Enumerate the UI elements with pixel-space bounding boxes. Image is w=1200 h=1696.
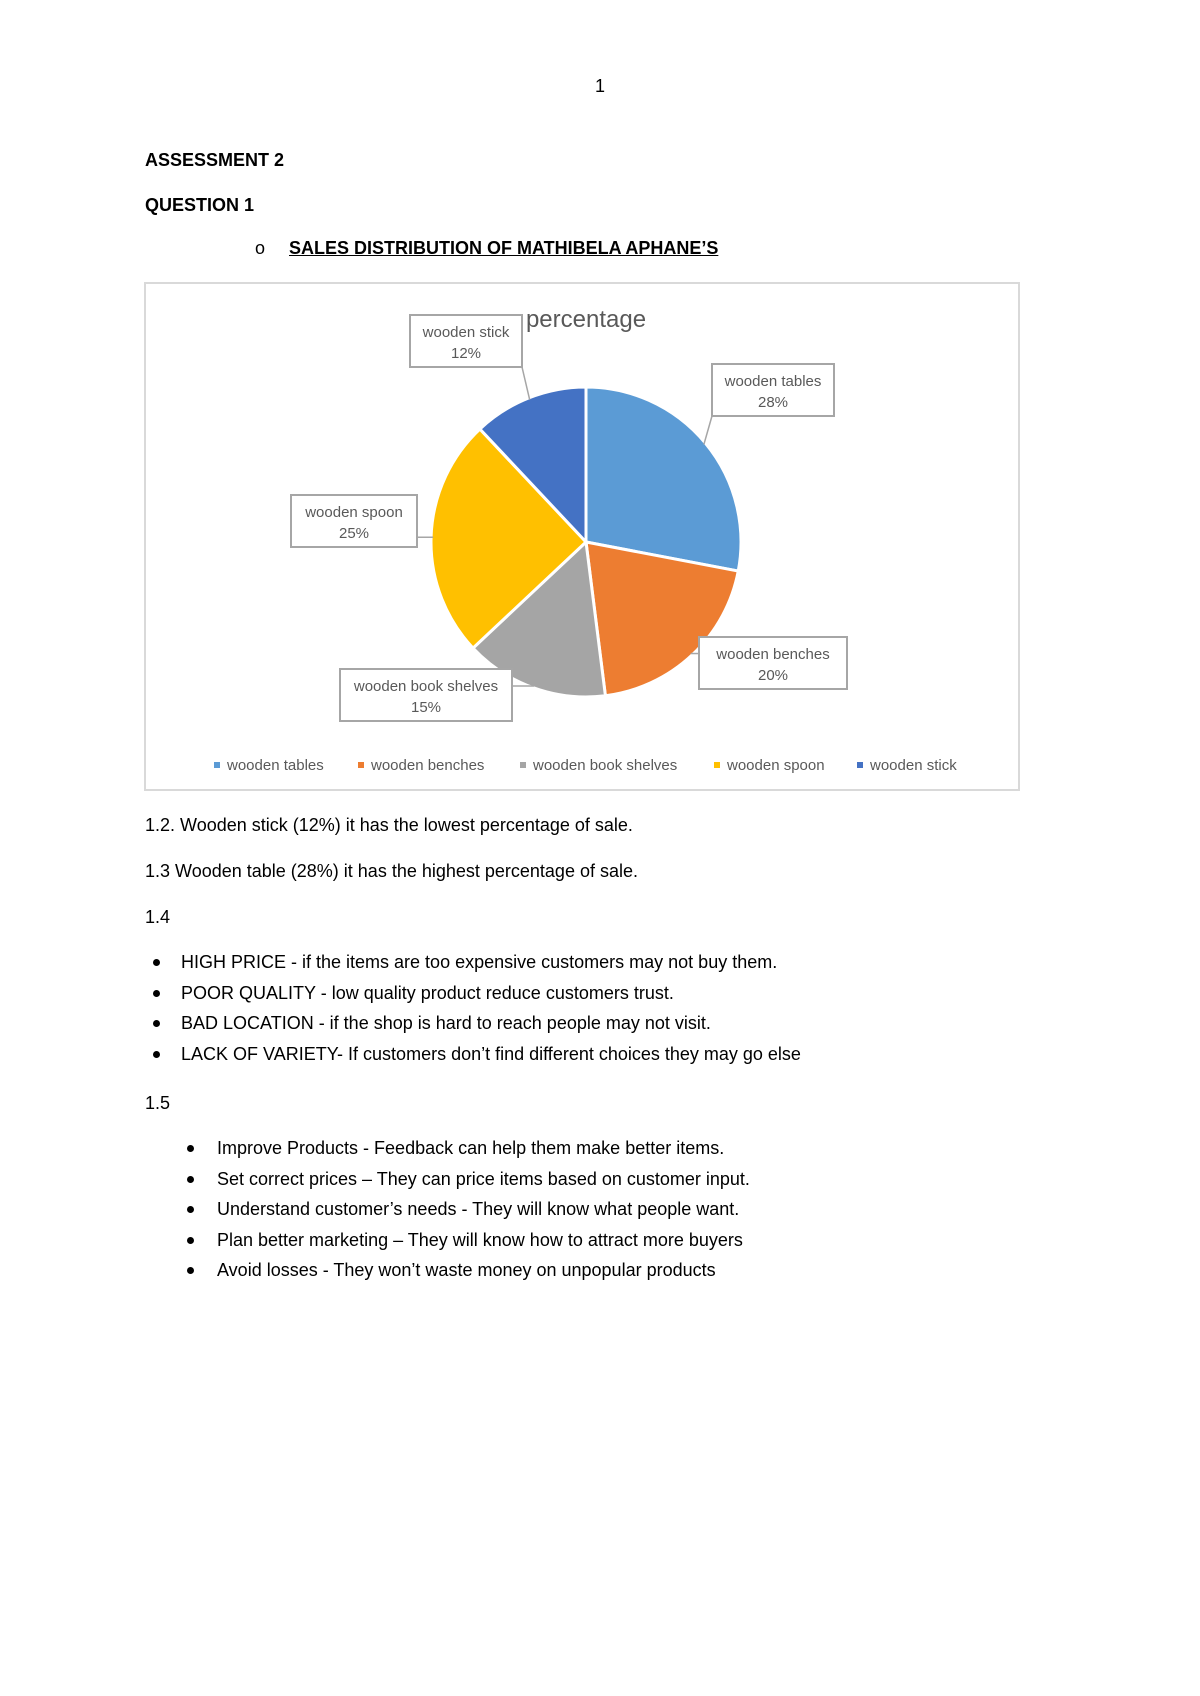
benefits-list	[187, 1133, 750, 1286]
data-label-value-wooden-stick: 12%	[450, 345, 482, 362]
assessment-heading: ASSESSMENT 2	[145, 150, 285, 170]
pie-chart	[144, 282, 1020, 791]
list-item	[187, 1164, 750, 1195]
chart-title: percentage	[525, 306, 647, 333]
bullet-icon	[187, 1206, 194, 1213]
bullet-icon	[187, 1145, 194, 1152]
circle-bullet-icon: o	[255, 238, 266, 258]
section-title	[255, 238, 718, 259]
list-item	[187, 1194, 750, 1225]
answer-1-3: 1.3 Wooden table (28%) it has the highest percentage of sale.	[145, 861, 638, 881]
section-title-text: SALES DISTRIBUTION OF MATHIBELA APHANE’S	[289, 238, 719, 258]
leader-line-wooden-tables	[704, 416, 712, 444]
list-item-text: Improve Products - Feedback can help them make better items.	[217, 1138, 725, 1158]
data-label-category-wooden-spoon: wooden spoon	[305, 504, 403, 521]
pie-chart-svg	[146, 284, 1022, 793]
bullet-icon	[153, 990, 160, 997]
question-1-5-label: 1.5	[145, 1093, 171, 1113]
legend-label-wooden-benches: wooden benches	[371, 757, 485, 774]
bullet-icon	[153, 959, 160, 966]
data-label-category-wooden-tables: wooden tables	[724, 373, 822, 390]
legend-label-wooden-tables: wooden tables	[227, 757, 324, 774]
list-item	[187, 1225, 750, 1256]
legend-label-wooden-spoon: wooden spoon	[727, 757, 825, 774]
question-1-4-label: 1.4	[145, 907, 171, 927]
list-item-text: Plan better marketing – They will know how to attract more buyers	[217, 1229, 743, 1250]
answer-1-2: 1.2. Wooden stick (12%) it has the lowest percentage of sale.	[145, 815, 633, 835]
list-item-text: HIGH PRICE - if the items are too expensive customers may not buy them.	[181, 952, 778, 972]
data-label-value-wooden-spoon: 25%	[338, 525, 370, 542]
data-label-value-wooden-book-shelves: 15%	[410, 699, 442, 716]
bullet-icon	[187, 1237, 194, 1244]
list-item	[187, 1133, 750, 1164]
list-item-text: POOR QUALITY - low quality product reduce customers trust.	[181, 982, 674, 1003]
list-item-text: BAD LOCATION - if the shop is hard to reach people may not visit.	[181, 1013, 711, 1033]
bullet-icon	[187, 1176, 194, 1183]
data-label-category-wooden-benches: wooden benches	[716, 646, 830, 663]
legend-swatch-wooden-book-shelves	[520, 762, 526, 768]
list-item-text: Set correct prices – They can price items based on customer input.	[217, 1168, 750, 1189]
question-heading: QUESTION 1	[145, 195, 255, 215]
data-label-value-wooden-tables: 28%	[757, 394, 789, 411]
list-item	[153, 978, 801, 1009]
legend-swatch-wooden-tables	[214, 762, 220, 768]
legend-swatch-wooden-stick	[857, 762, 863, 768]
list-item	[153, 1008, 801, 1039]
legend-label-wooden-stick: wooden stick	[870, 757, 957, 774]
data-label-value-wooden-benches: 20%	[757, 667, 789, 684]
list-item-text: Understand customer’s needs - They will know what people want.	[217, 1199, 740, 1219]
legend-swatch-wooden-spoon	[714, 762, 720, 768]
reasons-list	[153, 947, 801, 1069]
list-item-text: LACK OF VARIETY- If customers don’t find different choices they may go else	[181, 1043, 801, 1064]
bullet-icon	[187, 1267, 194, 1274]
page-number: 1	[594, 76, 605, 96]
bullet-icon	[153, 1051, 160, 1058]
data-label-category-wooden-book-shelves: wooden book shelves	[353, 678, 499, 695]
list-item	[153, 1039, 801, 1070]
legend-label-wooden-book-shelves: wooden book shelves	[533, 757, 678, 774]
legend-swatch-wooden-benches	[358, 762, 364, 768]
leader-line-wooden-stick	[522, 367, 530, 400]
data-label-category-wooden-stick: wooden stick	[422, 324, 510, 341]
list-item-text: Avoid losses - They won’t waste money on unpopular products	[217, 1260, 716, 1280]
bullet-icon	[153, 1020, 160, 1027]
list-item	[153, 947, 801, 978]
list-item	[187, 1255, 750, 1286]
